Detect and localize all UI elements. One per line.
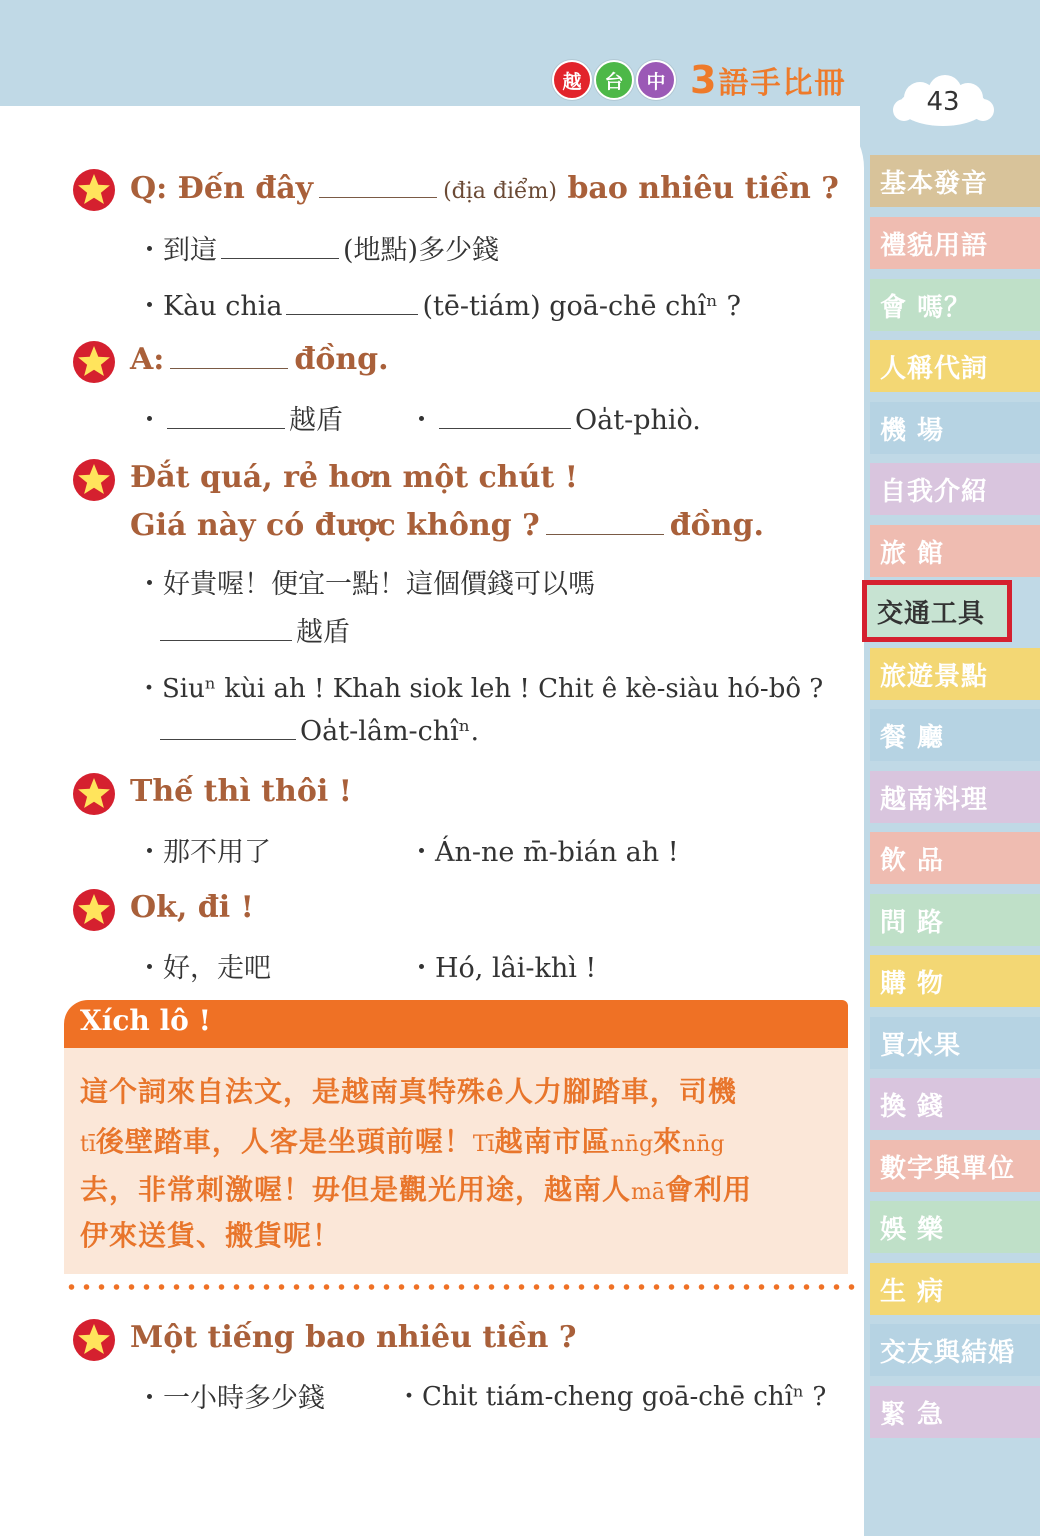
phrase-vietnamese: Đắt quá, rẻ hơn một chút ! (130, 460, 578, 495)
tab-shopping[interactable] (870, 955, 1040, 1007)
tab-label: 娛 樂 (880, 1214, 945, 1245)
phrase-chinese: ・好，走吧 (136, 953, 271, 984)
tab-label: 基本發音 (880, 168, 989, 199)
page-number: 43 (926, 87, 960, 117)
tab-label: 旅 館 (880, 538, 945, 569)
note-line: tī後壁踏車，人客是坐頭前喔！Tī越南市區nn̄g來nn̄g (80, 1125, 725, 1158)
tab-label: 自我介紹 (880, 476, 989, 507)
phrase-vietnamese: Thế thì thôi ! (130, 774, 352, 809)
star-icon (72, 340, 116, 384)
tab-label: 餐 廳 (880, 722, 945, 753)
star-icon (72, 888, 116, 932)
phrase-vietnamese: Q: Đến đây (địa điểm) bao nhiêu tiền ? (130, 171, 839, 206)
badge-zh: 中 (636, 60, 676, 100)
phrase-chinese: ・那不用了 (136, 837, 271, 868)
tab-airport[interactable] (870, 402, 1040, 454)
phrase-taiwanese: ・Kàu chia (tē-tiám) goā-chē chîⁿ ? (136, 291, 741, 322)
phrase-chinese-line2: 越盾 (160, 610, 350, 649)
tab-label: 禮貌用語 (880, 230, 989, 261)
tab-vietnamese-cuisine[interactable] (870, 771, 1040, 823)
phrase-chinese: ・好貴喔！便宜一點！這個價錢可以嗎 (136, 569, 595, 600)
phrase-taiwanese: ・Siuⁿ kùi ah ! Khah siok leh ! Chit ê kè-siàu hó-bô ? (136, 674, 824, 704)
tab-label: 換 錢 (880, 1091, 945, 1122)
tab-label: 緊 急 (880, 1399, 945, 1430)
tab-label: 數字與單位 (880, 1153, 1016, 1184)
star-icon (72, 772, 116, 816)
dotted-divider (64, 1282, 858, 1292)
tab-pronouns[interactable] (870, 340, 1040, 392)
tab-label: 旅遊景點 (880, 661, 989, 692)
phrase-vietnamese: A: đồng. (130, 342, 389, 377)
note-line: 這个詞來自法文，是越南真特殊ê人力腳踏車，司機 (80, 1075, 737, 1108)
tab-numbers-units[interactable] (870, 1140, 1040, 1192)
tab-basic-pronunciation[interactable] (870, 155, 1040, 207)
tab-illness[interactable] (870, 1263, 1040, 1315)
book-title: 3語手比冊 (690, 58, 847, 102)
tab-label: 飲 品 (880, 845, 945, 876)
tab-label: 越南料理 (880, 784, 989, 815)
tab-friends-marriage[interactable] (870, 1324, 1040, 1376)
badge-vi: 越 (552, 60, 592, 100)
star-icon (72, 458, 116, 502)
tab-emergency[interactable] (870, 1386, 1040, 1438)
tab-exchange-money[interactable] (870, 1078, 1040, 1130)
tab-label: 交友與結婚 (880, 1337, 1016, 1368)
phrase-taiwanese-line2: Oa̍t-lâm-chîⁿ. (160, 716, 479, 747)
tab-hotel[interactable] (870, 525, 1040, 577)
tab-attractions[interactable] (870, 648, 1040, 700)
tab-label: 交通工具 (877, 598, 986, 629)
tab-label: 生 病 (880, 1276, 945, 1307)
tab-label: 機 場 (880, 415, 945, 446)
phrase-taiwanese: ・Hó, lâi-khì ! (408, 953, 597, 984)
tab-restaurant[interactable] (870, 709, 1040, 761)
tab-label: 買水果 (880, 1030, 962, 1061)
book-brand (552, 60, 846, 100)
phrase-taiwanese: ・Án-ne m̄-bián ah ! (408, 837, 679, 868)
tab-buy-fruit[interactable] (870, 1017, 1040, 1069)
phrase-chinese: ・到這 (地點)多少錢 (136, 235, 500, 266)
tab-polite-phrases[interactable] (870, 217, 1040, 269)
phrase-vietnamese: Ok, đi ! (130, 890, 254, 925)
phrase-chinese: ・一小時多少錢 (136, 1383, 325, 1414)
tab-label: 人稱代詞 (880, 353, 989, 384)
tab-directions[interactable] (870, 894, 1040, 946)
phrase-taiwanese: ・Chi̍t tiám-cheng goā-chē chîⁿ ? (396, 1382, 827, 1412)
tab-entertainment[interactable] (870, 1201, 1040, 1253)
tab-can-you[interactable] (870, 279, 1040, 331)
phrase-vietnamese-line2: Giá này có được không ? đồng. (130, 508, 764, 543)
tab-transportation[interactable] (862, 580, 1012, 642)
tab-label: 會 嗎？ (880, 292, 972, 323)
star-icon (72, 1318, 116, 1362)
badge-tw: 台 (594, 60, 634, 100)
tab-label: 問 路 (880, 907, 945, 938)
tab-label: 購 物 (880, 968, 945, 999)
tab-self-intro[interactable] (870, 463, 1040, 515)
note-line: 去，非常刺激喔！毋但是觀光用途，越南人mā會利用 (80, 1173, 753, 1206)
tab-drinks[interactable] (870, 832, 1040, 884)
note-line: 伊來送貨、搬貨呢！ (80, 1219, 342, 1252)
phrase-chinese: ・ 越盾 (136, 405, 343, 436)
phrase-taiwanese: ・ Oa̍t-phiò. (408, 405, 701, 436)
phrase-vietnamese: Một tiếng bao nhiêu tiền ? (130, 1320, 577, 1355)
star-icon (72, 168, 116, 212)
note-title: Xích lô ! (80, 1004, 211, 1037)
